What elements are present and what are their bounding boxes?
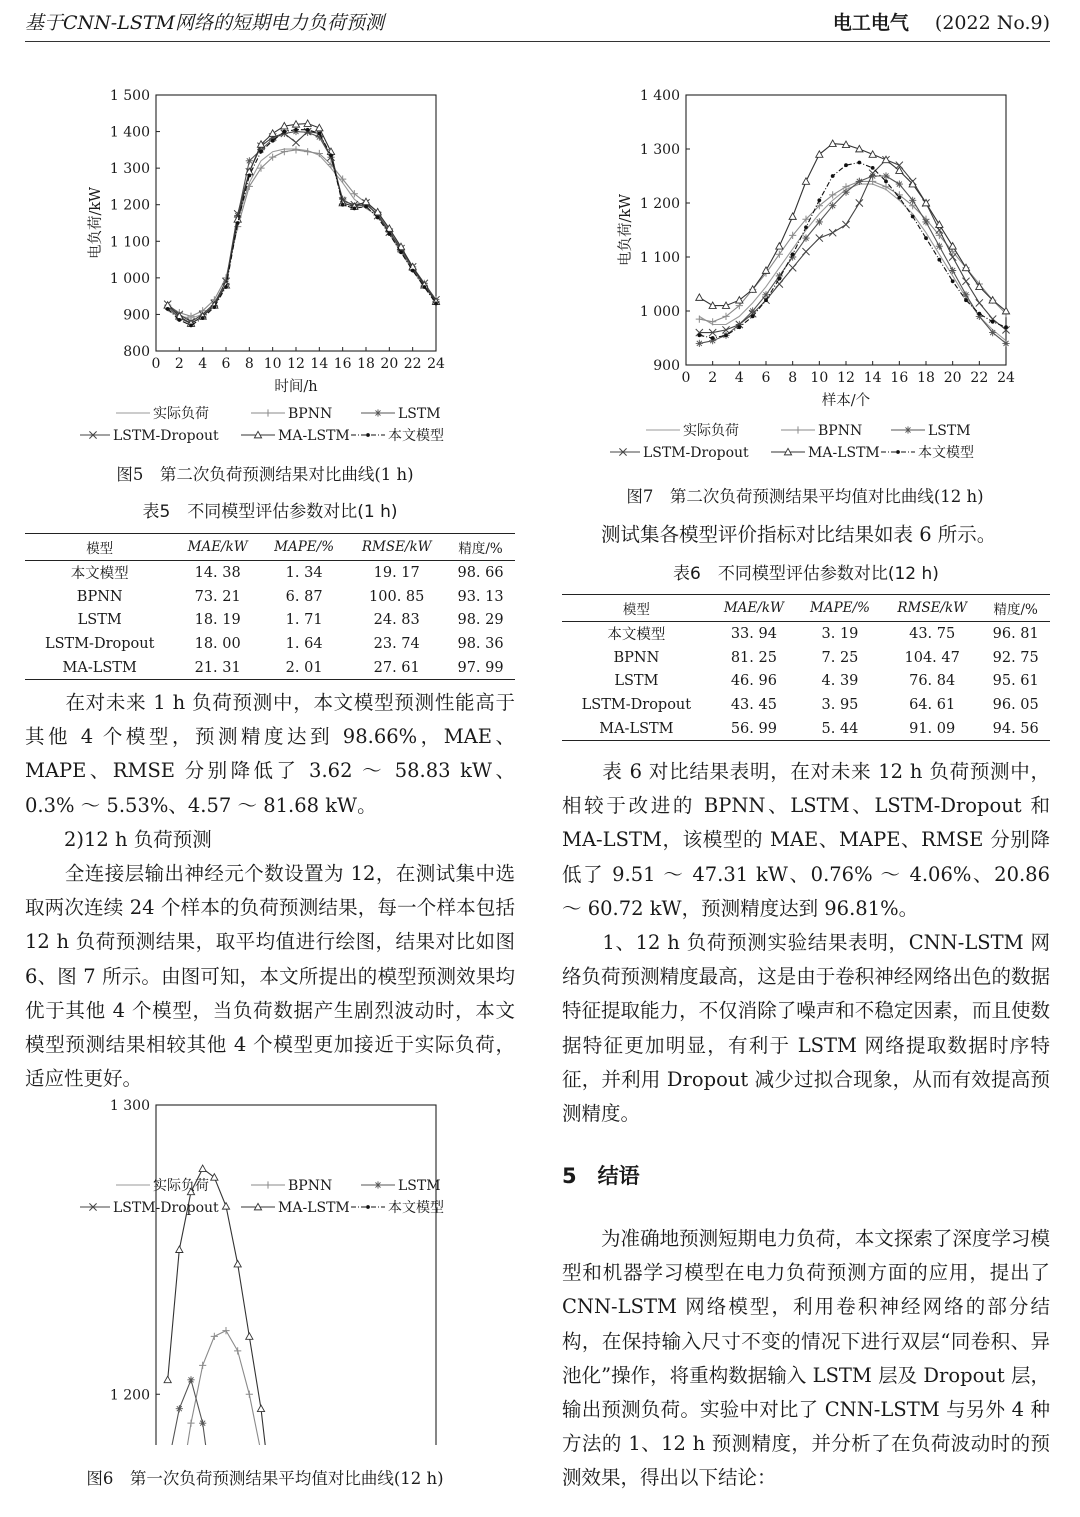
dot-marker	[777, 277, 781, 281]
right-text-block	[562, 755, 1050, 1131]
left-text-block	[25, 686, 515, 1096]
triangle-marker	[269, 130, 276, 136]
star-marker	[199, 1420, 206, 1427]
triangle-marker	[199, 1165, 206, 1171]
table-row	[562, 669, 1050, 693]
dot-marker	[897, 196, 901, 200]
dot-marker	[271, 139, 275, 143]
figure-7-chart	[610, 85, 1050, 468]
series-line-lstm	[168, 132, 436, 324]
paragraph-table6-analysis: 表 6 对比结果表明，在对未来 12 h 负荷预测中，相较于改进的 BPNN、LSTM、LSTM-Dropout 和 MA-LSTM，该模型的 MAE、MAPE、RMSE 分别降低了 9.51 ～ 47.31 kW、0.76% ～ 4.06%、20.86 ～ 60.72 kW，预测精度达到 96.81%。	[562, 760, 1050, 920]
triangle-marker	[222, 1203, 229, 1209]
dot-marker	[236, 221, 240, 225]
legend-label-ma_lstm: MA-LSTM	[808, 445, 880, 461]
series-line-actual	[699, 184, 1006, 341]
x-marker	[856, 199, 863, 206]
dot-marker	[831, 174, 835, 178]
column-header: MAE/kW	[711, 595, 797, 622]
y-tick-label: 1 400	[109, 124, 150, 141]
legend-label-proposed: 本文模型	[918, 445, 974, 461]
x-tick-label: 4	[198, 356, 208, 372]
table-cell: 104. 47	[904, 649, 960, 666]
x-tick-label: 6	[761, 370, 771, 386]
y-tick-label: 1 200	[639, 196, 680, 212]
plus-marker	[211, 1333, 218, 1340]
table-cell: 33. 94	[730, 625, 777, 642]
dot-marker	[306, 128, 310, 132]
x-tick-label: 22	[403, 356, 422, 372]
series-line-proposed	[168, 130, 436, 326]
figure-6-caption: 图6 第一次负荷预测结果平均值对比曲线(12 h)	[86, 1469, 444, 1488]
dot-marker	[387, 232, 391, 236]
dot-marker	[399, 250, 403, 254]
column-header: 模型	[562, 595, 711, 622]
dot-marker	[804, 225, 808, 229]
x-marker	[802, 248, 809, 255]
table-cell: 73. 21	[194, 588, 241, 605]
legend-label-bpnn: BPNN	[818, 423, 863, 439]
table-cell: 14. 38	[194, 564, 241, 581]
x-axis-label: 时间/h	[274, 379, 318, 395]
legend-label-proposed: 本文模型	[388, 428, 444, 444]
table-cell: 56. 99	[711, 717, 797, 741]
y-tick-label: 1 400	[639, 88, 680, 104]
table-cell: 18. 00	[194, 635, 241, 652]
dot-marker	[366, 433, 370, 437]
legend-label-actual: 实际负荷	[683, 423, 739, 439]
dot-marker	[724, 333, 728, 337]
column-header: 精度/%	[446, 534, 515, 561]
triangle-marker	[164, 1376, 171, 1382]
x-tick-label: 12	[287, 356, 305, 372]
x-tick-label: 8	[244, 356, 254, 372]
dot-marker	[844, 163, 848, 167]
table-cell: MA-LSTM	[562, 717, 711, 741]
paragraph-1h-results: 在对未来 1 h 负荷预测中，本文模型预测性能高于其他 4 个模型，预测精度达到 98.66%，MAE、MAPE、RMSE 分别降低了 3.62 ～ 58.83 kW、0.3% ～ 5.53%、4.57 ～ 81.68 kW。	[25, 691, 515, 817]
table-cell: 95. 61	[992, 673, 1039, 690]
figure-6-chart	[80, 1095, 480, 1445]
table-cell: BPNN	[613, 649, 660, 666]
y-tick-label: 1 200	[109, 197, 150, 214]
table-row	[25, 585, 515, 609]
x-tick-label: 16	[333, 356, 352, 372]
table-cell: 7. 25	[821, 649, 859, 666]
legend-label-ma_lstm: MA-LSTM	[278, 1200, 350, 1216]
paragraph-conclusion-cnn: 1、12 h 负荷预测实验结果表明，CNN-LSTM 网络负荷预测精度最高，这是由于卷积神经网络出色的数据特征提取能力，不仅消除了噪声和不稳定因素，而且使数据特征更加明显，有利于 LSTM 网络提取数据时序特征，并利用 Dropout 减少过拟合现象，从而有效提高预测精度。	[562, 931, 1050, 1126]
x-tick-label: 14	[310, 356, 329, 372]
table-5	[25, 533, 515, 680]
dot-marker	[911, 215, 915, 219]
star-marker	[374, 409, 381, 416]
dot-marker	[817, 198, 821, 202]
table-cell: LSTM	[614, 673, 659, 690]
triangle-marker	[316, 124, 323, 130]
dot-marker	[697, 333, 701, 337]
table-cell: 2. 01	[261, 656, 347, 680]
triangle-marker	[234, 1260, 241, 1266]
dot-marker	[247, 174, 251, 178]
x-marker	[789, 264, 796, 271]
x-tick-label: 14	[863, 370, 882, 386]
y-tick-label: 900	[653, 358, 680, 374]
table-cell: 43. 75	[909, 625, 956, 642]
dot-marker	[884, 180, 888, 184]
table-row	[25, 561, 515, 585]
x-marker	[976, 299, 983, 306]
column-header: RMSE/kW	[347, 534, 446, 561]
series-line-bpnn	[699, 181, 1006, 321]
plus-marker	[696, 316, 703, 323]
table-cell: 97. 99	[446, 656, 515, 680]
series-line-lstm	[168, 1380, 436, 1445]
x-tick-label: 2	[708, 370, 718, 386]
y-tick-label: 900	[123, 307, 150, 324]
plus-marker	[222, 1327, 229, 1334]
dot-marker	[1004, 325, 1008, 329]
plot-frame	[156, 1105, 436, 1445]
table-cell: 18. 19	[194, 612, 241, 629]
star-marker	[802, 235, 809, 242]
y-tick-label: 1 100	[639, 250, 680, 266]
table-cell: 3. 19	[821, 625, 859, 642]
table-cell: 21. 31	[174, 656, 261, 680]
table-row	[25, 656, 515, 680]
table-cell: 24. 83	[373, 612, 420, 629]
dot-marker	[212, 305, 216, 309]
table-cell: 1. 64	[285, 635, 323, 652]
triangle-marker	[789, 213, 796, 219]
table-cell: 93. 13	[457, 588, 504, 605]
star-marker	[856, 178, 863, 185]
table-cell: 100. 85	[369, 588, 425, 605]
plus-marker	[794, 426, 801, 433]
triangle-marker	[829, 140, 836, 146]
y-tick-label: 1 300	[109, 1098, 150, 1114]
table-6-intro: 测试集各模型评价指标对比结果如表 6 所示。	[562, 523, 997, 546]
header-rule	[25, 41, 1050, 42]
table-cell: 91. 09	[883, 717, 981, 741]
legend-label-actual: 实际负荷	[153, 406, 209, 422]
column-header: MAPE/%	[797, 595, 883, 622]
legend-label-bpnn: BPNN	[288, 1178, 333, 1194]
x-tick-label: 2	[174, 356, 184, 372]
star-marker	[962, 291, 969, 298]
table-cell: 43. 45	[730, 696, 777, 713]
x-tick-label: 10	[810, 370, 829, 386]
table-cell: 96. 05	[992, 696, 1039, 713]
table-cell: 19. 17	[373, 564, 420, 581]
star-marker	[696, 340, 703, 347]
table-header-row	[25, 534, 515, 561]
paragraph-summary: 为准确地预测短期电力负荷，本文探索了深度学习模型和机器学习模型在电力负荷预测方面的应用，提出了 CNN-LSTM 网络模型，利用卷积神经网络的部分结构，在保持输入尺寸不变的情况下进行双层“同卷积、异池化”操作，将重构数据输入 LSTM 层及 Dropout 层，输出预测负荷。实验中对比了 CNN-LSTM 与另外 4 种方法的 1、12 h 预测精度，并分析了在负荷波动时的预测效果，得出以下结论：	[562, 1227, 1050, 1490]
star-marker	[246, 157, 253, 164]
table-row	[25, 632, 515, 656]
star-marker	[904, 426, 911, 433]
dot-marker	[857, 161, 861, 165]
y-tick-label: 1 100	[109, 234, 150, 251]
x-tick-label: 6	[221, 356, 231, 372]
dot-marker	[937, 258, 941, 262]
table-row	[562, 622, 1050, 646]
plus-marker	[234, 1347, 241, 1354]
column-header: 精度/%	[981, 595, 1050, 622]
series-line-ma_lstm	[168, 124, 436, 324]
issue-number: (2022 No.9)	[934, 12, 1050, 34]
x-tick-label: 0	[681, 370, 691, 386]
table-cell: 94. 56	[981, 717, 1050, 741]
triangle-marker	[246, 1333, 253, 1339]
figure-5-chart	[80, 85, 480, 453]
table-cell: 46. 96	[730, 673, 777, 690]
dot-marker	[189, 324, 193, 328]
paragraph-12h-setup: 全连接层输出神经元个数设置为 12，在测试集中选取两次连续 24 个样本的负荷预测结果，每一个样本包括 12 h 负荷预测结果，取平均值进行绘图，结果对比如图 6、图 7 所示。由图可知，本文所提出的模型预测效果均优于其他 4 个模型，当负荷数据产生剧烈波动时，本文模型预测结果相较其他 4 个模型更加接近于实际负荷，适应性更好。	[25, 862, 515, 1091]
plus-marker	[292, 146, 299, 153]
table-cell: 1. 71	[285, 612, 323, 629]
table-cell: 6. 87	[285, 588, 323, 605]
series-line-bpnn	[168, 1331, 436, 1445]
figure-5-caption: 图5 第二次负荷预测结果对比曲线(1 h)	[116, 465, 414, 484]
column-header: RMSE/kW	[883, 595, 981, 622]
dot-marker	[341, 203, 345, 207]
x-axis-label: 样本/个	[821, 393, 871, 409]
dot-marker	[711, 336, 715, 340]
table-cell: 96. 81	[992, 625, 1039, 642]
dot-marker	[177, 318, 181, 322]
legend-label-bpnn: BPNN	[288, 406, 333, 422]
dot-marker	[201, 316, 205, 320]
legend-label-lstm_dropout: LSTM-Dropout	[113, 1200, 219, 1216]
table-row	[562, 693, 1050, 717]
plus-marker	[882, 183, 889, 190]
series-line-bpnn	[168, 150, 436, 316]
star-marker	[187, 1376, 194, 1383]
dot-marker	[434, 302, 438, 306]
triangle-marker	[869, 151, 876, 157]
triangle-marker	[949, 243, 956, 249]
star-marker	[936, 243, 943, 250]
legend-label-proposed: 本文模型	[388, 1200, 444, 1216]
x-tick-label: 18	[917, 370, 935, 386]
dot-marker	[751, 315, 755, 319]
y-tick-label: 1 300	[109, 161, 150, 178]
star-marker	[816, 218, 823, 225]
plot-frame	[686, 95, 1006, 365]
dot-marker	[366, 1205, 370, 1209]
dot-marker	[964, 298, 968, 302]
star-marker	[176, 1405, 183, 1412]
running-title: 基于CNN-LSTM网络的短期电力负荷预测	[25, 12, 384, 34]
table-cell: 92. 75	[992, 649, 1039, 666]
plus-marker	[187, 1420, 194, 1427]
x-tick-label: 12	[837, 370, 855, 386]
series-line-actual	[168, 149, 436, 318]
x-tick-label: 20	[380, 356, 399, 372]
x-tick-label: 22	[970, 370, 989, 386]
column-header: 模型	[25, 534, 174, 561]
legend-label-lstm: LSTM	[398, 406, 441, 422]
triangle-marker	[176, 1246, 183, 1252]
x-tick-label: 4	[734, 370, 744, 386]
x-tick-label: 16	[890, 370, 909, 386]
series-line-proposed	[699, 163, 1006, 339]
triangle-marker	[257, 1405, 264, 1411]
triangle-marker	[802, 178, 809, 184]
table-cell: 98. 66	[457, 564, 504, 581]
table-cell: 64. 61	[909, 696, 956, 713]
table-cell: BPNN	[76, 588, 123, 605]
legend-label-lstm_dropout: LSTM-Dropout	[113, 428, 219, 444]
table-cell: MA-LSTM	[25, 656, 174, 680]
table-cell: 27. 61	[347, 656, 446, 680]
y-tick-label: 1 000	[639, 304, 680, 320]
star-marker	[909, 197, 916, 204]
plus-marker	[264, 409, 271, 416]
dot-marker	[991, 320, 995, 324]
x-tick-label: 18	[357, 356, 375, 372]
table-header-row	[562, 595, 1050, 622]
dot-marker	[924, 236, 928, 240]
table-cell: 76. 84	[909, 673, 956, 690]
dot-marker	[317, 132, 321, 136]
star-marker	[374, 1181, 381, 1188]
dot-marker	[329, 153, 333, 157]
x-marker	[292, 139, 299, 146]
star-marker	[989, 329, 996, 336]
plus-marker	[264, 1181, 271, 1188]
y-tick-label: 1 500	[109, 88, 150, 104]
figure-7-caption: 图7 第二次负荷预测结果平均值对比曲线(12 h)	[626, 487, 984, 506]
table-5-title: 表5 不同模型评估参数对比(1 h)	[142, 502, 398, 522]
dot-marker	[977, 312, 981, 316]
y-tick-label: 1 200	[109, 1387, 150, 1404]
section-title-conclusion: 5 结语	[562, 1164, 640, 1188]
table-cell: 本文模型	[70, 566, 129, 583]
dot-marker	[422, 285, 426, 289]
table-cell: LSTM-Dropout	[44, 635, 155, 652]
x-tick-label: 24	[427, 356, 445, 372]
plus-marker	[246, 1391, 253, 1398]
dot-marker	[282, 130, 286, 134]
table-cell: 98. 29	[457, 612, 504, 629]
star-marker	[896, 181, 903, 188]
triangle-marker	[211, 1174, 218, 1180]
star-marker	[842, 189, 849, 196]
dot-marker	[259, 150, 263, 154]
table-cell: 5. 44	[797, 717, 883, 741]
series-line-lstm_dropout	[168, 132, 436, 322]
dot-marker	[411, 269, 415, 273]
table-row	[562, 646, 1050, 670]
dot-marker	[352, 206, 356, 210]
table-cell: LSTM	[77, 612, 122, 629]
dot-marker	[951, 279, 955, 283]
table-cell: 23. 74	[373, 635, 420, 652]
table-row	[562, 717, 1050, 741]
legend-label-lstm: LSTM	[398, 1178, 441, 1194]
table-cell: 98. 36	[457, 635, 504, 652]
journal-name: 电工电气	[832, 12, 909, 34]
y-axis-label: 电负荷/kW	[88, 186, 104, 260]
legend-label-lstm: LSTM	[928, 423, 971, 439]
star-marker	[922, 218, 929, 225]
x-marker	[842, 221, 849, 228]
x-tick-label: 0	[151, 356, 161, 372]
table-cell: 3. 95	[821, 696, 859, 713]
y-tick-label: 1 300	[639, 142, 680, 158]
table-cell: 4. 39	[821, 673, 859, 690]
legend-label-lstm_dropout: LSTM-Dropout	[643, 445, 749, 461]
x-marker	[829, 229, 836, 236]
x-tick-label: 10	[263, 356, 282, 372]
column-header: MAPE/%	[261, 534, 347, 561]
dot-marker	[364, 205, 368, 209]
legend-label-actual: 实际负荷	[153, 1178, 209, 1194]
dot-marker	[871, 166, 875, 170]
table-cell: 本文模型	[607, 627, 666, 644]
plus-marker	[304, 148, 311, 155]
dot-marker	[764, 298, 768, 302]
x-marker	[816, 235, 823, 242]
legend-label-ma_lstm: MA-LSTM	[278, 428, 350, 444]
x-marker	[776, 280, 783, 287]
y-axis-label: 电负荷/kW	[618, 193, 634, 267]
dot-marker	[791, 252, 795, 256]
series-line-ma_lstm	[699, 144, 1006, 311]
subheading-12h: 2)12 h 负荷预测	[25, 827, 212, 851]
x-tick-label: 20	[943, 370, 962, 386]
x-tick-label: 24	[997, 370, 1015, 386]
triangle-marker	[776, 243, 783, 249]
dot-marker	[166, 307, 170, 311]
dot-marker	[376, 216, 380, 220]
journal-info	[833, 8, 1050, 35]
dot-marker	[294, 128, 298, 132]
star-marker	[949, 267, 956, 274]
y-tick-label: 800	[123, 344, 150, 360]
series-line-lstm_dropout	[699, 160, 1006, 333]
column-header: MAE/kW	[174, 534, 261, 561]
x-tick-label: 8	[788, 370, 798, 386]
dot-marker	[737, 325, 741, 329]
triangle-marker	[696, 294, 703, 300]
table-cell: 1. 34	[285, 564, 323, 581]
table-row	[25, 608, 515, 632]
table-6-title: 表6 不同模型评估参数对比(12 h)	[673, 564, 939, 584]
table-cell: LSTM-Dropout	[581, 696, 692, 713]
star-marker	[1002, 340, 1009, 347]
plus-marker	[199, 1362, 206, 1369]
table-6	[562, 594, 1050, 741]
star-marker	[829, 202, 836, 209]
table-cell: 81. 25	[730, 649, 777, 666]
y-tick-label: 1 000	[109, 270, 150, 287]
dot-marker	[896, 450, 900, 454]
x-marker	[962, 278, 969, 285]
dot-marker	[224, 285, 228, 289]
